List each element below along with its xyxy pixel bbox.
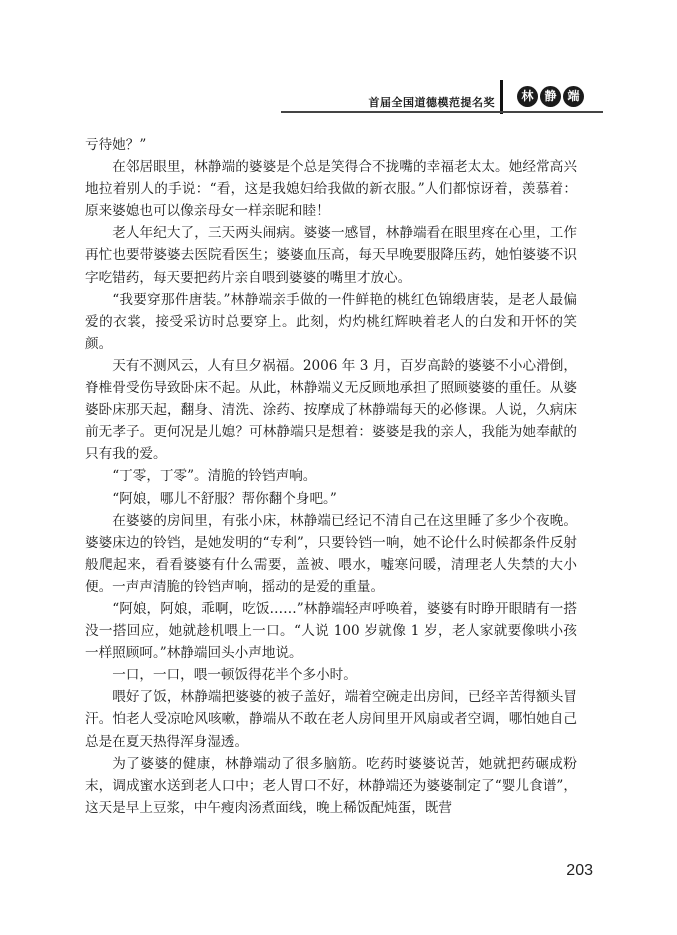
header-divider-bar <box>500 80 503 114</box>
name-seal-logo <box>517 86 584 107</box>
paragraph: 在邻居眼里，林静端的婆婆是个总是笑得合不拢嘴的幸福老太太。她经常高兴地拉着别人的手说：“看，这是我媳妇给我做的新衣服。”人们都惊讶着，羡慕着：原来婆媳也可以像亲母女一样亲昵和睦！ <box>85 159 577 220</box>
paragraph: “阿娘，阿娘，乖啊，吃饭……”林静端轻声呼唤着，婆婆有时睁开眼睛有一搭没一搭回应，她就趁机喂上一口。“人说 100 岁就像 1 岁，老人家就要像哄小孩一样照顾呵。”林静端回头小声地说。 <box>85 600 577 662</box>
name-seal-char: 端 <box>563 86 584 107</box>
paragraph: 天有不测风云，人有旦夕祸福。2006 年 3 月，百岁高龄的婆婆不小心滑倒，脊椎骨受伤导致卧床不起。从此，林静端义无反顾地承担了照顾婆婆的重任。从婆婆卧床那天起，翻身、清洗、涂药、按摩成了林静端每天的必修课。人说，久病床前无孝子。更何况是儿媳？可林静端只是想着：婆婆是我的亲人，我能为她奉献的只有我的爱。 <box>85 357 577 463</box>
paragraph: 为了婆婆的健康，林静端动了很多脑筋。吃药时婆婆说苦，她就把药碾成粉末，调成蜜水送到老人口中；老人胃口不好，林静端还为婆婆制定了“婴儿食谱”，这天是早上豆浆，中午瘦肉汤煮面线，晚上稀饭配炖蛋，既营 <box>85 755 577 816</box>
paragraph: “我要穿那件唐装。”林静端亲手做的一件鲜艳的桃红色锦缎唐装，是老人最偏爱的衣裳，接受采访时总要穿上。此刻，灼灼桃红辉映着老人的白发和开怀的笑颜。 <box>85 291 577 352</box>
running-header-title: 首届全国道德模范提名奖 <box>368 96 495 109</box>
page-number: 203 <box>566 862 593 879</box>
paragraph: 在婆婆的房间里，有张小床，林静端已经记不清自己在这里睡了多少个夜晚。婆婆床边的铃铛，是她发明的“专利”，只要铃铛一响，她不论什么时候都条件反射般爬起来，看看婆婆有什么需要，盖被、喂水，嘘寒问暖，清理老人失禁的大小便。一声声清脆的铃铛声响，摇动的是爱的重量。 <box>85 512 577 595</box>
header-rule-line <box>281 111 603 113</box>
paragraph: “丁零，丁零”。清脆的铃铛声响。 <box>112 468 317 485</box>
name-seal-char: 林 <box>517 86 538 107</box>
paragraph: 老人年纪大了，三天两头闹病。婆婆一感冒，林静端看在眼里疼在心里，工作再忙也要带婆婆去医院看医生；婆婆血压高，每天早晚要服降压药，她怕婆婆不识字吃错药，每天要把药片亲自喂到婆婆的嘴里才放心。 <box>85 225 577 286</box>
paragraph: 喂好了饭，林静端把婆婆的被子盖好，端着空碗走出房间，已经辛苦得额头冒汗。怕老人受凉呛风咳嗽，静端从不敢在老人房间里开风扇或者空调，哪怕她自己总是在夏天热得浑身湿透。 <box>85 689 577 750</box>
name-seal-char: 静 <box>540 86 561 107</box>
article-body <box>85 134 577 819</box>
paragraph: 一口，一口，喂一顿饭得花半个多小时。 <box>112 667 357 684</box>
paragraph: 亏待她？” <box>85 137 147 153</box>
paragraph: “阿娘，哪儿不舒服？帮你翻个身吧。” <box>112 490 337 507</box>
